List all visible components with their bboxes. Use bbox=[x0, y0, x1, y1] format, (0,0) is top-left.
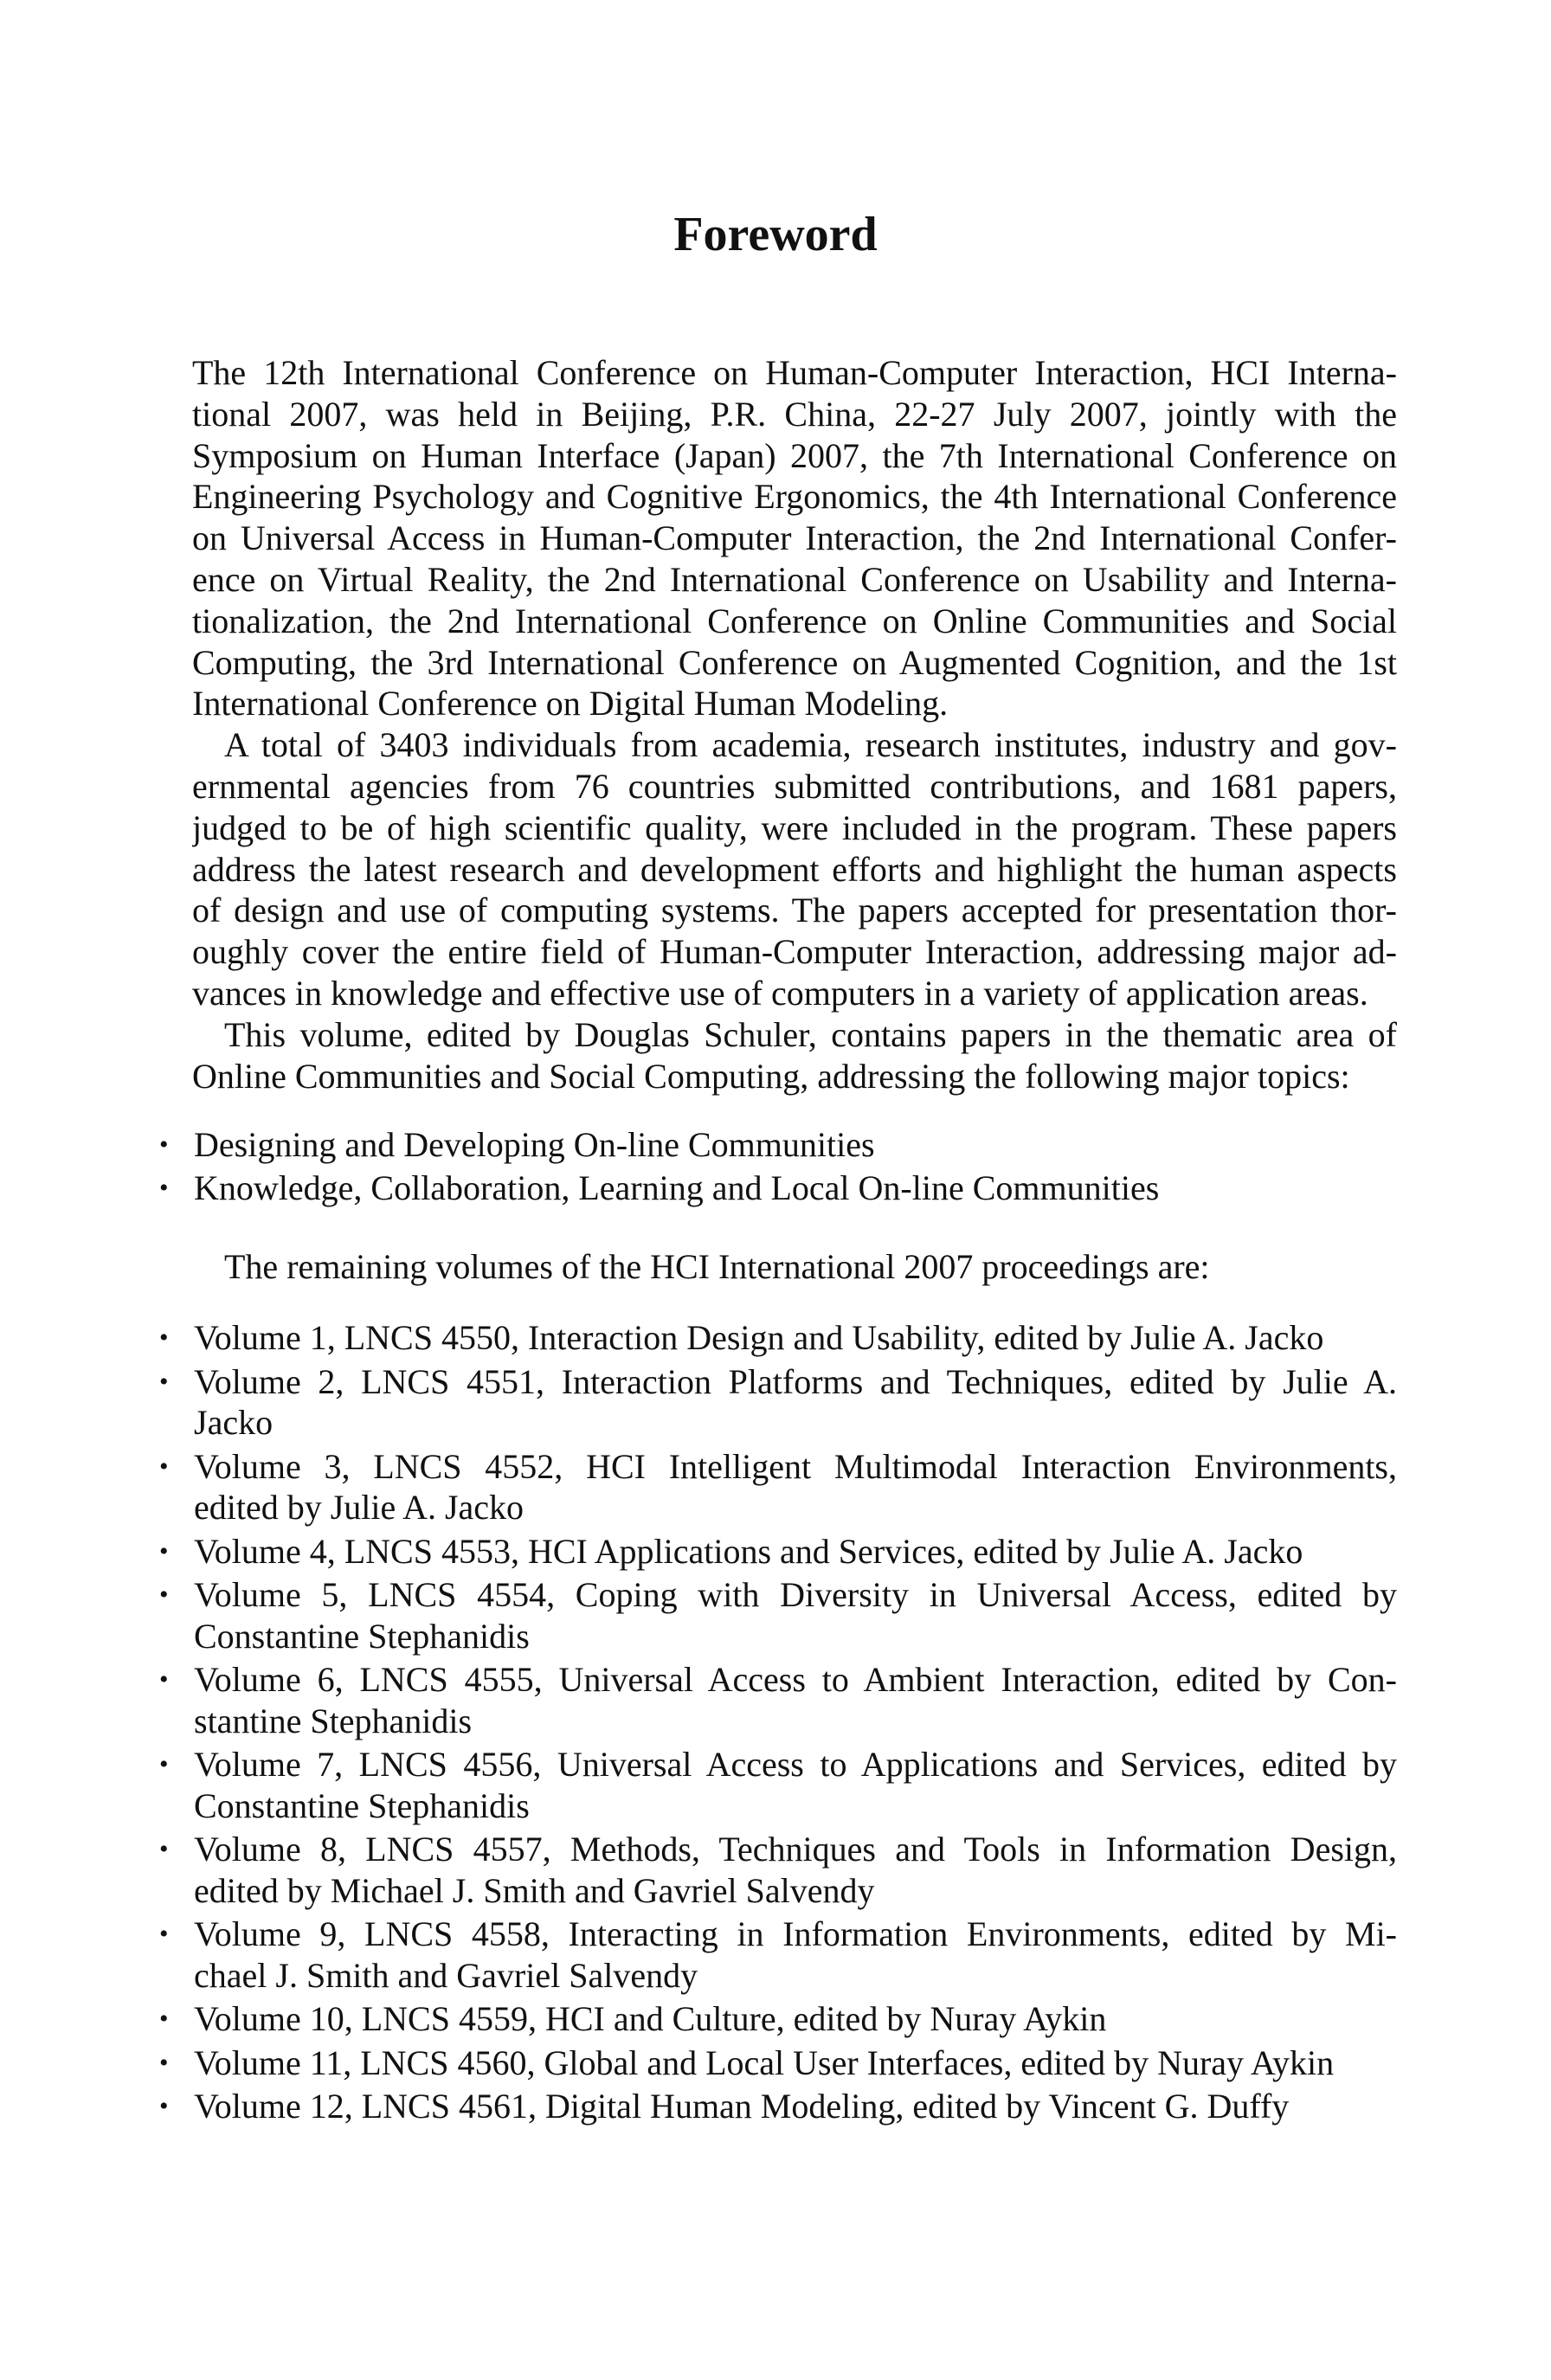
paragraph-line: The 12th International Conference on Human-Computer Interaction, HCI Interna- bbox=[192, 353, 1397, 392]
list-item-line: Designing and Developing On-line Communities bbox=[194, 1124, 875, 1164]
paragraph-line: of design and use of computing systems. The papers accepted for presentation thor- bbox=[192, 891, 1397, 930]
paragraph-line: oughly cover the entire field of Human-Computer Interaction, addressing major ad- bbox=[192, 932, 1397, 972]
list-item bbox=[159, 1361, 1397, 1444]
list-item bbox=[159, 1531, 1397, 1573]
list-item-line: Volume 8, LNCS 4557, Methods, Techniques and Tools in Information Design, bbox=[194, 1830, 1397, 1869]
paragraph-line: address the latest research and development efforts and highlight the human aspects bbox=[192, 849, 1397, 889]
paragraph-line: Symposium on Human Interface (Japan) 2007, the 7th International Conference on bbox=[192, 435, 1397, 475]
bullet-icon: • bbox=[159, 2048, 169, 2077]
paragraph-line: A total of 3403 individuals from academia, research institutes, industry and gov- bbox=[224, 725, 1397, 765]
page-title: Foreword bbox=[673, 208, 878, 261]
list-item-line: Volume 3, LNCS 4552, HCI Intelligent Multimodal Interaction Environments, bbox=[194, 1446, 1397, 1486]
remaining-volumes-intro: The remaining volumes of the HCI International 2007 proceedings are: bbox=[224, 1246, 1210, 1286]
bullet-icon: • bbox=[159, 1920, 169, 1949]
paragraph-line: Engineering Psychology and Cognitive Ergonomics, the 4th International Conference bbox=[192, 477, 1397, 517]
spacer bbox=[192, 1288, 1397, 1315]
list-item-line: Constantine Stephanidis bbox=[194, 1786, 530, 1825]
paragraph-line: judged to be of high scientific quality, were included in the program. These papers bbox=[192, 807, 1397, 847]
paragraph bbox=[192, 352, 1397, 724]
bullet-icon: • bbox=[159, 1367, 169, 1396]
bullet-icon: • bbox=[159, 1665, 169, 1695]
paragraph-line: Computing, the 3rd International Conference on Augmented Cognition, and the 1st bbox=[192, 642, 1397, 682]
paragraph-line: on Universal Access in Human-Computer Interaction, the 2nd International Confer- bbox=[192, 518, 1397, 558]
list-item-line: Volume 1, LNCS 4550, Interaction Design and Usability, edited by Julie A. Jacko bbox=[194, 1318, 1324, 1358]
list-item-line: edited by Michael J. Smith and Gavriel Salvendy bbox=[194, 1871, 875, 1911]
paragraph-line: vances in knowledge and effective use of computers in a variety of application areas. bbox=[192, 973, 1368, 1013]
list-item-line: Volume 6, LNCS 4555, Universal Access to Ambient Interaction, edited by Con- bbox=[194, 1660, 1397, 1700]
list-item-line: chael J. Smith and Gavriel Salvendy bbox=[194, 1956, 698, 1996]
list-item-line: Volume 12, LNCS 4561, Digital Human Modeling, edited by Vincent G. Duffy bbox=[194, 2087, 1290, 2126]
bullet-icon: • bbox=[159, 2092, 169, 2121]
list-item bbox=[159, 1829, 1397, 1912]
list-item bbox=[159, 1914, 1397, 1997]
paragraph-line: ence on Virtual Reality, the 2nd International Conference on Usability and Interna- bbox=[192, 559, 1397, 599]
paragraph-line: tional 2007, was held in Beijing, P.R. China, 22-27 July 2007, jointly with the bbox=[192, 394, 1397, 434]
spacer bbox=[192, 1209, 1397, 1246]
list-item-line: Volume 10, LNCS 4559, HCI and Culture, edited by Nuray Aykin bbox=[194, 1999, 1107, 2039]
list-item-line: Volume 9, LNCS 4558, Interacting in Information Environments, edited by Mi- bbox=[194, 1914, 1397, 1954]
list-item bbox=[159, 1317, 1397, 1359]
paragraph bbox=[192, 724, 1397, 1014]
list-item bbox=[159, 1574, 1397, 1657]
list-item bbox=[159, 1744, 1397, 1827]
list-item-line: Constantine Stephanidis bbox=[194, 1616, 530, 1656]
foreword-body bbox=[159, 352, 1397, 2127]
list-item-line: Volume 7, LNCS 4556, Universal Access to Applications and Services, edited by bbox=[194, 1745, 1397, 1785]
list-item bbox=[159, 1659, 1397, 1742]
bullet-icon: • bbox=[159, 1536, 169, 1566]
list-item-line: Jacko bbox=[194, 1403, 274, 1443]
paragraph-line: tionalization, the 2nd International Conference on Online Communities and Social bbox=[192, 601, 1397, 640]
list-item bbox=[159, 2042, 1397, 2084]
list-item-line: Volume 11, LNCS 4560, Global and Local User Interfaces, edited by Nuray Aykin bbox=[194, 2042, 1335, 2082]
spacer bbox=[192, 1097, 1397, 1122]
list-item-line: Volume 5, LNCS 4554, Coping with Diversity in Universal Access, edited by bbox=[194, 1575, 1397, 1615]
list-item-line: Volume 2, LNCS 4551, Interaction Platforms and Techniques, edited by Julie A. bbox=[194, 1361, 1397, 1401]
list-item-line: stantine Stephanidis bbox=[194, 1701, 473, 1740]
paragraph bbox=[192, 1014, 1397, 1097]
bullet-icon: • bbox=[159, 1580, 169, 1610]
paragraph-line: International Conference on Digital Human Modeling. bbox=[192, 684, 949, 724]
paragraph-line: Online Communities and Social Computing, addressing the following major topics: bbox=[192, 1056, 1350, 1096]
volumes-list bbox=[159, 1317, 1397, 2127]
paragraph-line: ernmental agencies from 76 countries submitted contributions, and 1681 papers, bbox=[192, 766, 1397, 806]
bullet-icon: • bbox=[159, 1129, 169, 1159]
list-item-line: edited by Julie A. Jacko bbox=[194, 1488, 525, 1528]
bullet-icon: • bbox=[159, 1835, 169, 1864]
bullet-icon: • bbox=[159, 1323, 169, 1353]
list-item bbox=[159, 2086, 1397, 2127]
list-item bbox=[159, 1124, 1397, 1166]
bullet-icon: • bbox=[159, 1174, 169, 1203]
list-item bbox=[159, 1167, 1397, 1209]
list-item-line: Knowledge, Collaboration, Learning and Local On-line Communities bbox=[194, 1168, 1160, 1208]
list-item bbox=[159, 1446, 1397, 1529]
paragraph-line: This volume, edited by Douglas Schuler, contains papers in the thematic area of bbox=[224, 1014, 1397, 1054]
list-item-line: Volume 4, LNCS 4553, HCI Applications and Services, edited by Julie A. Jacko bbox=[194, 1531, 1303, 1571]
bullet-icon: • bbox=[159, 1750, 169, 1779]
bullet-icon: • bbox=[159, 2004, 169, 2034]
bullet-icon: • bbox=[159, 1451, 169, 1481]
topics-list bbox=[159, 1124, 1397, 1209]
list-item bbox=[159, 1998, 1397, 2040]
